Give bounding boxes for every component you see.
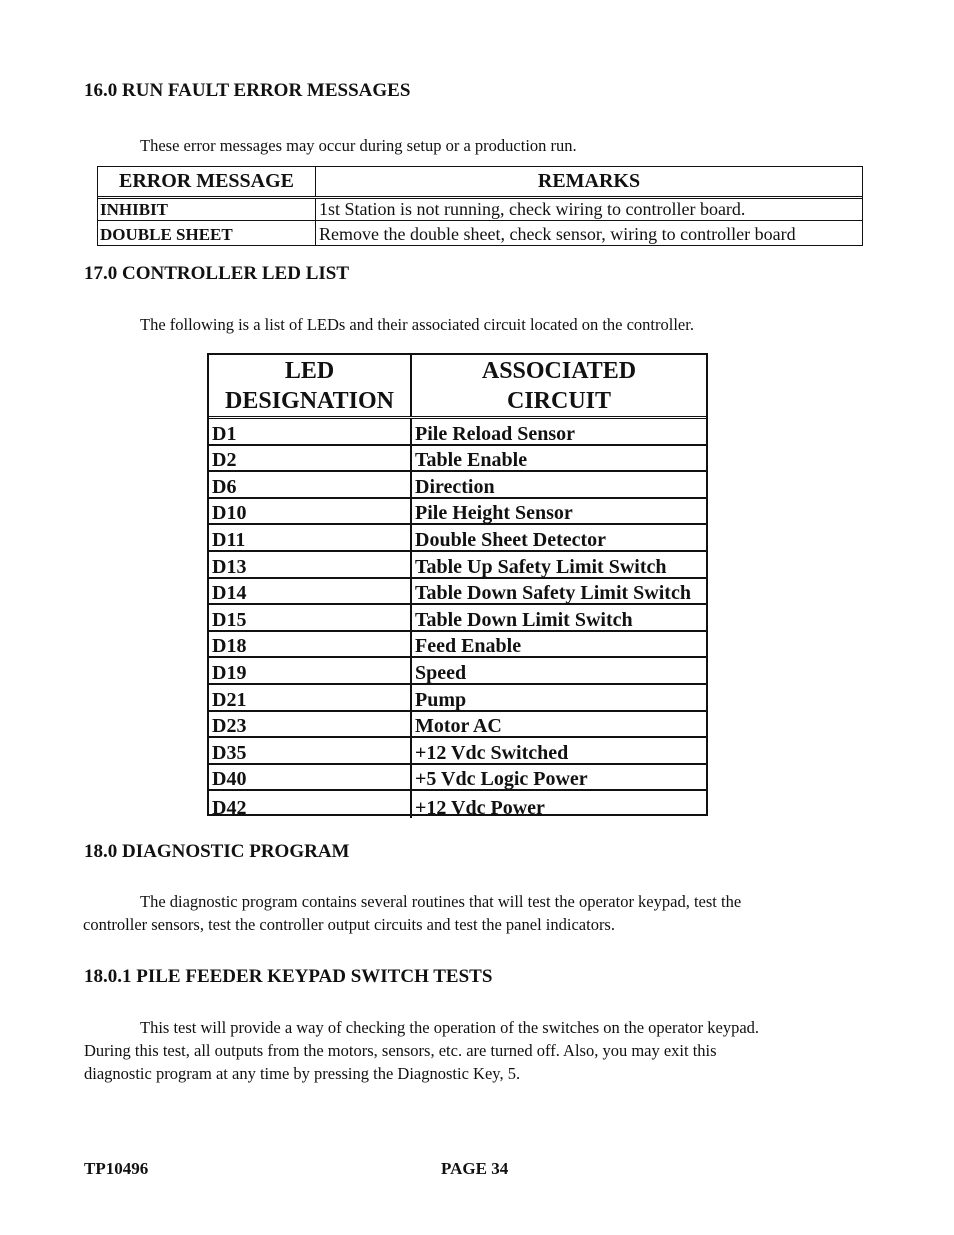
section-17-heading: 17.0 CONTROLLER LED LIST [84,263,350,284]
led-cell: D6 [209,472,412,497]
circuit-cell: +12 Vdc Power [415,796,545,818]
circuit-cell: Motor AC [415,715,502,737]
footer-page-number: PAGE 34 [441,1159,509,1178]
circuit-cell: +5 Vdc Logic Power [415,768,588,790]
header-line: DESIGNATION [225,387,394,414]
led-cell: D2 [209,446,412,471]
table-row [209,579,706,606]
section-18-0-1-paragraph-line-3: diagnostic program at any time by pressing the Diagnostic Key, 5. [84,1064,521,1083]
led-cell: D14 [209,579,412,604]
table-row [209,685,706,712]
led-cell: D40 [209,765,412,790]
header-line: LED [284,357,335,384]
led-list-table [207,353,708,819]
associated-circuit-column-header [412,355,706,416]
remarks-cell: 1st Station is not running, check wiring to controller board. [319,199,746,219]
section-18-heading: 18.0 DIAGNOSTIC PROGRAM [84,841,350,862]
led-cell: D18 [209,632,412,657]
table-row [209,499,706,526]
table-row [209,658,706,685]
section-18-paragraph-line-1: The diagnostic program contains several routines that will test the operator keypad, test the [140,892,742,911]
circuit-cell: Table Down Safety Limit Switch [415,582,691,604]
section-18-0-1-paragraph-line-1: This test will provide a way of checking the operation of the switches on the operator keypad. [140,1018,760,1037]
table-row [209,738,706,765]
led-cell: D11 [209,525,412,550]
remarks-column-header: REMARKS [537,170,641,192]
circuit-cell: Feed Enable [415,635,522,657]
header-line: CIRCUIT [506,387,611,414]
table-row [209,552,706,579]
section-16-heading: 16.0 RUN FAULT ERROR MESSAGES [84,80,411,101]
circuit-cell: Pile Reload Sensor [415,422,575,444]
circuit-cell: Pump [415,688,467,710]
error-code-cell: INHIBIT [98,198,316,220]
section-17-intro: The following is a list of LEDs and their associated circuit located on the controller. [140,315,694,334]
led-cell: D15 [209,605,412,630]
led-cell: D19 [209,658,412,683]
led-table-body [209,419,706,818]
circuit-cell: Double Sheet Detector [415,528,607,550]
table-row [209,419,706,446]
table-row [209,791,706,818]
led-designation-column-header [209,355,412,416]
table-row [98,221,862,245]
section-18-paragraph-line-2: controller sensors, test the controller output circuits and test the panel indicators. [83,915,615,934]
circuit-cell: Table Enable [415,449,528,471]
header-line: ASSOCIATED [481,357,637,384]
section-18-0-1-heading: 18.0.1 PILE FEEDER KEYPAD SWITCH TESTS [84,966,493,987]
led-cell: D10 [209,499,412,524]
error-message-column-header: ERROR MESSAGE [98,167,316,196]
circuit-cell: Table Down Limit Switch [415,608,633,630]
table-row [209,605,706,632]
circuit-cell: Speed [415,661,467,683]
error-message-table [97,166,863,246]
table-row [209,446,706,473]
led-cell: D42 [209,791,412,818]
remarks-cell: Remove the double sheet, check sensor, wiring to controller board [319,224,796,244]
circuit-cell: +12 Vdc Switched [415,741,569,763]
table-row [209,632,706,659]
table-row [209,472,706,499]
led-cell: D1 [209,419,412,444]
table-row [209,712,706,739]
footer-doc-id: TP10496 [84,1159,149,1178]
led-cell: D13 [209,552,412,577]
led-cell: D23 [209,712,412,737]
circuit-cell: Table Up Safety Limit Switch [415,555,667,577]
section-18-0-1-paragraph-line-2: During this test, all outputs from the motors, sensors, etc. are turned off. Also, you may exit this [84,1041,717,1060]
led-table-header [209,355,706,419]
table-row [98,198,862,221]
table-row [209,525,706,552]
led-cell: D21 [209,685,412,710]
section-16-intro: These error messages may occur during setup or a production run. [140,136,577,155]
led-cell: D35 [209,738,412,763]
error-table-header [98,167,862,199]
table-row [209,765,706,792]
circuit-cell: Direction [415,475,495,497]
circuit-cell: Pile Height Sensor [415,502,573,524]
error-code-cell: DOUBLE SHEET [98,221,316,245]
